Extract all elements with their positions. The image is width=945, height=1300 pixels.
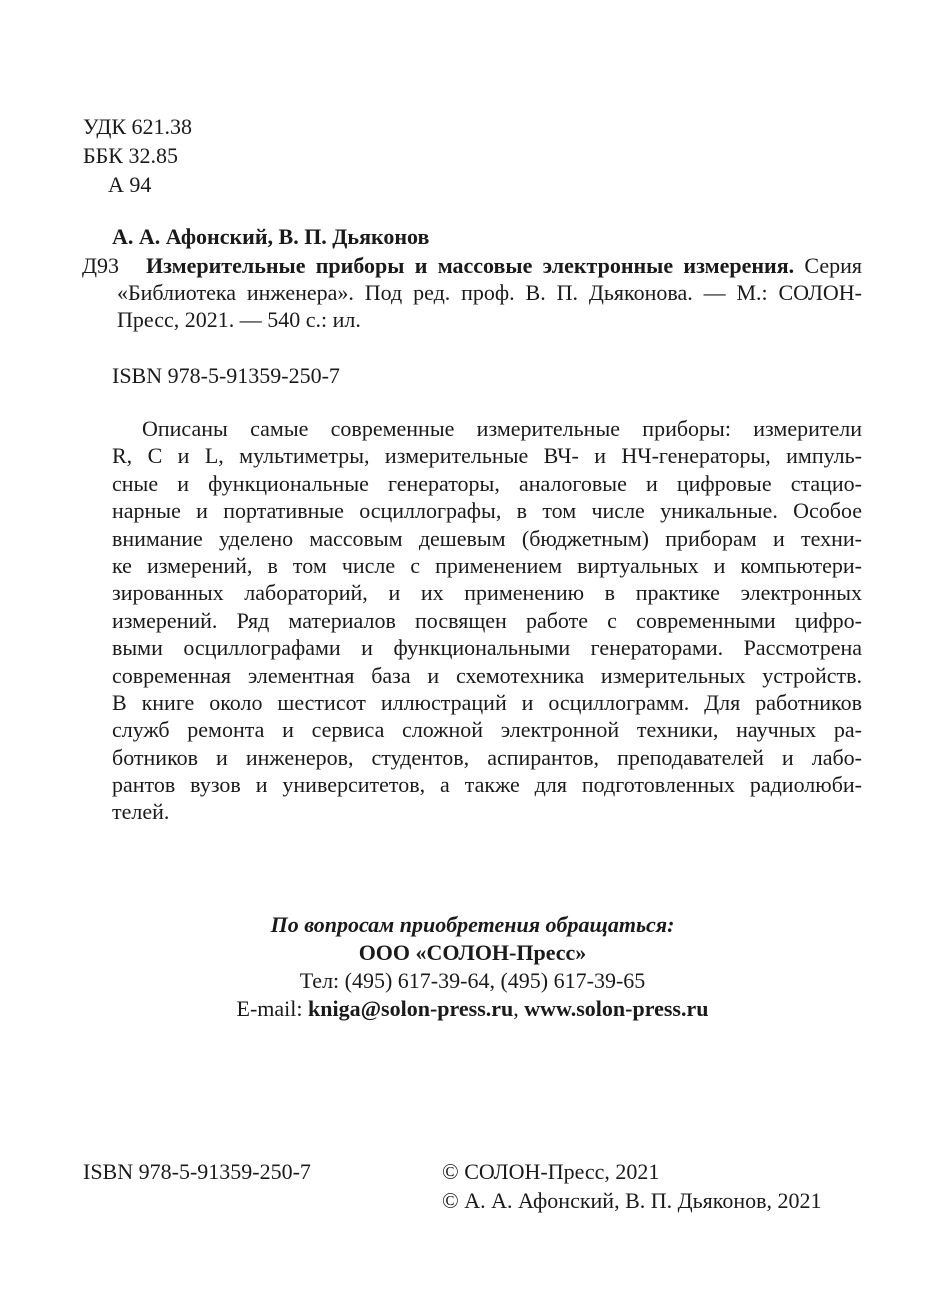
contact-separator: , [513,996,525,1021]
publisher-org: ООО «СОЛОН-Пресс» [358,940,587,965]
annotation [112,415,862,826]
email-line [0,995,945,1023]
email-label: E-mail: [236,996,308,1021]
purchase-contact [0,911,945,1023]
copyright-authors: © А. А. Афонский, В. П. Дьяконов, 2021 [442,1188,822,1213]
classification-block [83,113,192,200]
bib-line-1 [146,252,862,279]
isbn-top: ISBN 978-5-91359-250-7 [112,363,340,388]
contact-heading: По вопросам приобретения обращаться: [270,912,675,937]
copyright-publisher: © СОЛОН-Пресс, 2021 [442,1159,660,1184]
bbk-code: ББК 32.85 [83,143,178,168]
annotation-line: нарные и портативные осциллографы, в том числе уникальные. Особое [112,498,862,524]
copyright-block [442,1158,822,1216]
authors-heading: А. А. Афонский, В. П. Дьяконов [112,224,430,249]
annotation-line: В книге около шестисот иллюстраций и осциллограмм. Для работников [112,689,862,715]
annotation-line: измерений. Ряд материалов посвящен работе с современными цифро- [112,607,862,633]
annotation-line: внимание уделено массовым дешевым (бюджетным) приборам и техни- [112,525,862,551]
website-link[interactable]: www.solon-press.ru [524,996,709,1021]
author-sign: А 94 [108,172,152,197]
annotation-line: зированных лабораторий, и их применению в практике электронных [112,580,862,606]
annotation-line: телей. [112,799,170,825]
annotation-line: ке измерений, в том числе с применением виртуальных и компьютери- [112,552,862,578]
annotation-line: рантов вузов и университетов, а также для подготовленных радиолюби- [112,772,862,798]
annotation-line: выми осциллографами и функциональными генераторами. Рассмотрена [112,635,862,661]
annotation-line: ботников и инженеров, студентов, аспирантов, преподавателей и лабо- [112,744,862,770]
annotation-line: сные и функциональные генераторы, аналоговые и цифровые стацио- [112,470,862,496]
annotation-line: служб ремонта и сервиса сложной электронной техники, научных ра- [112,717,862,743]
bib-line-3: Пресс, 2021. — 540 с.: ил. [117,307,361,332]
book-title: Измерительные приборы и массовые электронные измерения. [146,253,795,278]
annotation-line: современная элементная база и схемотехника измерительных устройств. [112,662,862,688]
bib-code: Д93 [82,253,120,278]
annotation-line: Описаны самые современные измерительные приборы: измерители [142,416,862,441]
series-label: Серия [804,253,862,278]
udk-code: УДК 621.38 [83,114,193,139]
email-link[interactable]: kniga@solon-press.ru [308,996,514,1021]
bib-line-2: «Библиотека инженера». Под ред. проф. В. П. Дьяконова. — М.: СОЛОН- [117,280,862,305]
annotation-line: R, C и L, мультиметры, измерительные ВЧ- и НЧ-генераторы, импуль- [112,443,862,469]
phone-line: Тел: (495) 617-39-64, (495) 617-39-65 [299,968,646,993]
isbn-bottom: ISBN 978-5-91359-250-7 [83,1159,311,1184]
